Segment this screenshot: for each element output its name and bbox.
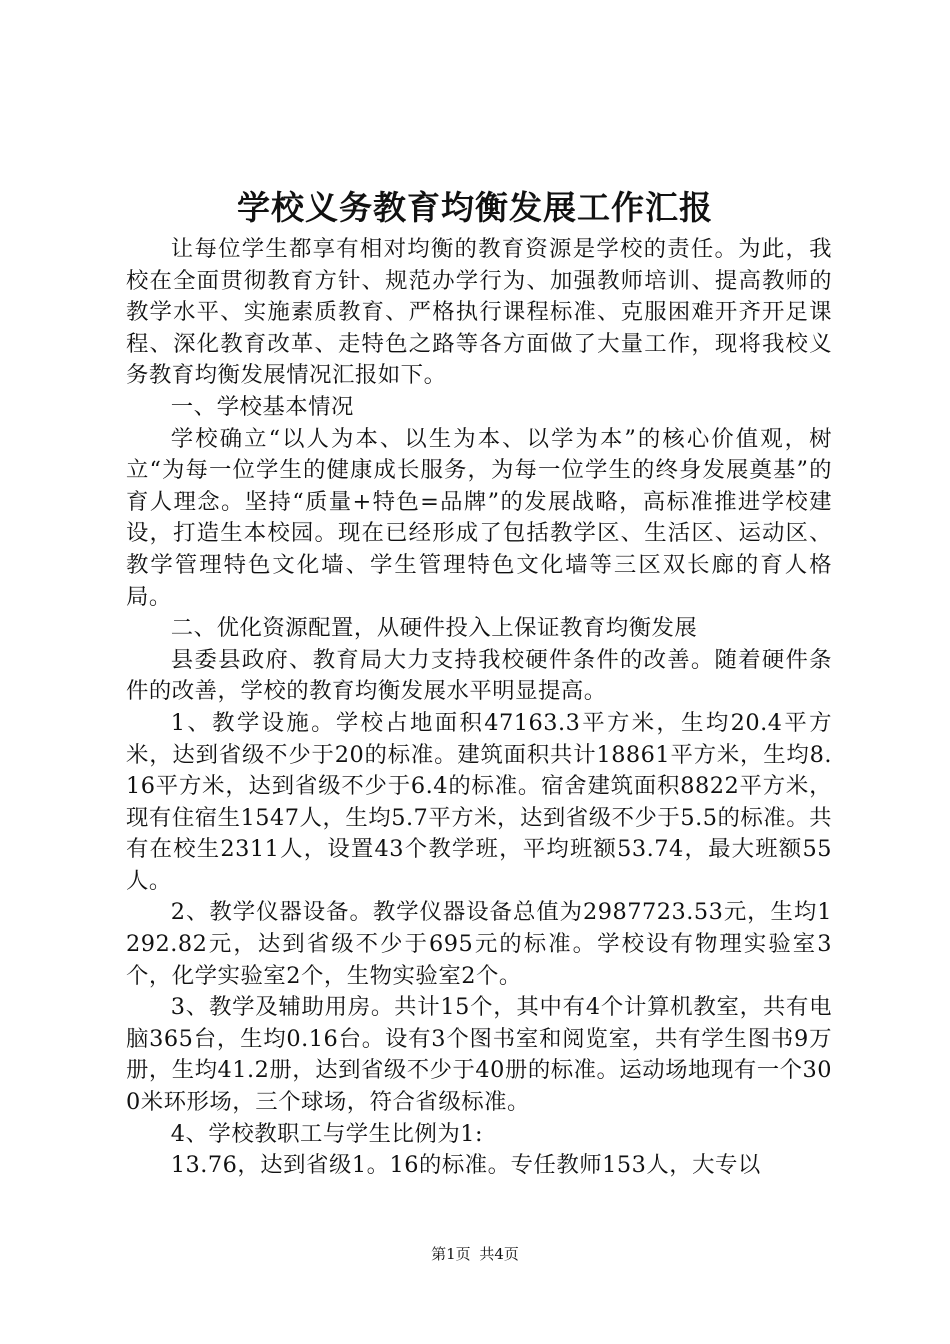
page-footer [0,1244,950,1264]
section-heading-1: 一、学校基本情况 [170,393,354,420]
page-total: 共4页 [479,1245,519,1263]
paragraph-facilities: 1、教学设施。学校占地面积47163.3平方米，生均20.4平方米，达到省级不少于20的标准。建筑面积共计18861平方米，生均8.16平方米，达到省级不少于6.4的标准。宿舍建筑面积8822平方米，现有住宿生1547人，生均5.7平方米，达到省级不少于5.5的标准。共有在校生2311人，设置43个教学班，平均班额53.74，最大班额55人。 [126,709,832,894]
paragraph-equipment: 2、教学仪器设备。教学仪器设备总值为2987723.53元，生均1292.82元，达到省级不少于695元的标准。学校设有物理实验室3个，化学实验室2个，生物实验室2个。 [126,899,832,989]
paragraph-support: 县委县政府、教育局大力支持我校硬件条件的改善。随着硬件条件的改善，学校的教育均衡发展水平明显提高。 [126,646,832,705]
paragraph-basic-info: 学校确立“以人为本、以生为本、以学为本”的核心价值观，树立“为每一位学生的健康成长服务，为每一位学生的终身发展奠基”的育人理念。坚持“质量+特色=品牌”的发展战略，高标准推进学校建设，打造生本校园。现在已经形成了包括教学区、生活区、运动区、教学管理特色文化墙、学生管理特色文化墙等三区双长廊的育人格局。 [126,425,832,610]
paragraph-rooms: 3、教学及辅助用房。共计15个，其中有4个计算机教室，共有电脑365台，生均0.16台。设有3个图书室和阅览室，共有学生图书9万册，生均41.2册，达到省级不少于40册的标准。运动场地现有一个300米环形场，三个球场，符合省级标准。 [126,994,832,1116]
paragraph-staff-detail: 13.76，达到省级1。16的标准。专任教师153人，大专以 [170,1152,761,1179]
paragraph-staff-ratio: 4、学校教职工与学生比例为1: [170,1120,484,1147]
section-heading-2: 二、优化资源配置，从硬件投入上保证教育均衡发展 [170,615,698,642]
paragraph-intro: 让每位学生都享有相对均衡的教育资源是学校的责任。为此，我校在全面贯彻教育方针、规范办学行为、加强教师培训、提高教师的教学水平、实施素质教育、严格执行课程标准、克服困难开齐开足课程、深化教育改革、走特色之路等各方面做了大量工作，现将我校义务教育均衡发展情况汇报如下。 [126,236,832,389]
page-number: 第1页 [431,1245,471,1263]
document-title: 学校义务教育均衡发展工作汇报 [237,188,713,227]
document-body [126,234,832,1182]
